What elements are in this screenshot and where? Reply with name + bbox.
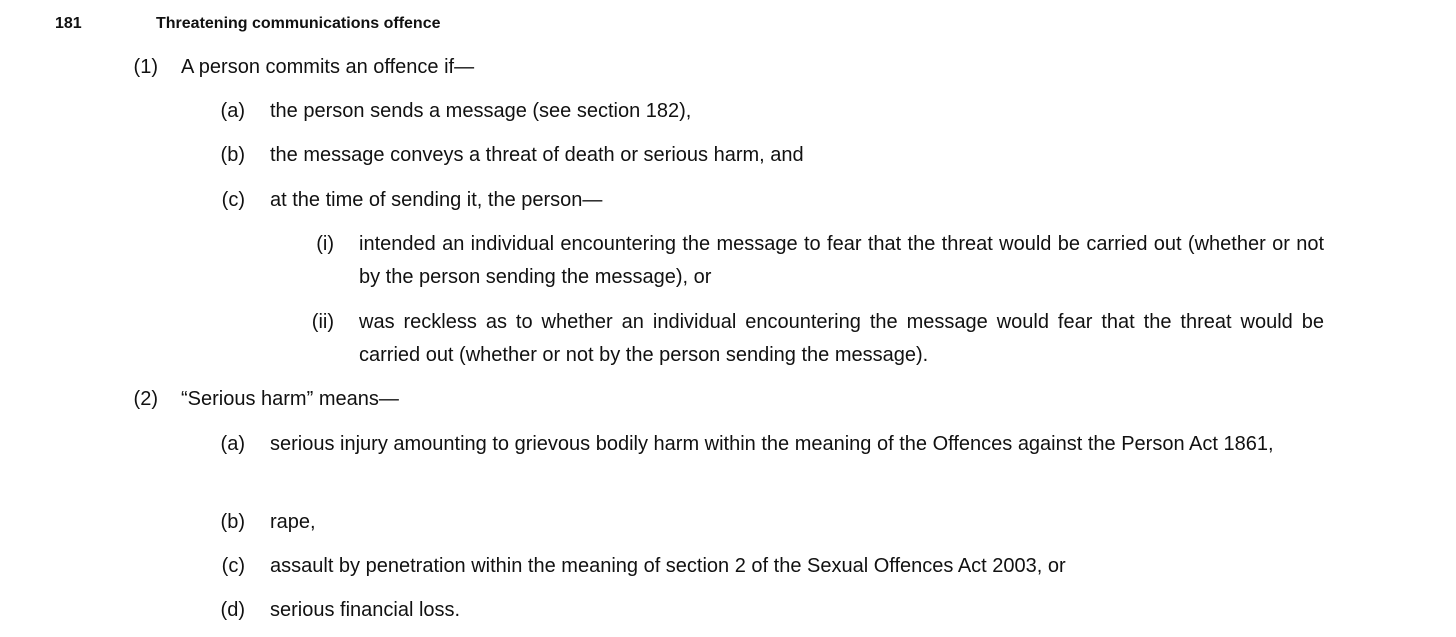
subsection-2-item-a-label: (a): [220, 433, 245, 455]
subsection-1-item-c-label: (c): [221, 189, 245, 211]
subsection-1-subitem-ii-label: (ii): [311, 311, 334, 333]
subsection-1-item-b-label: (b): [220, 144, 245, 166]
subsection-2-number: (2): [133, 388, 158, 410]
subsection-2-item-b-text: rape,: [270, 511, 316, 533]
subsection-1-text: A person commits an offence if—: [181, 56, 475, 78]
subsection-2-text: “Serious harm” means—: [181, 388, 399, 410]
subsection-2-item-d-text: serious financial loss.: [270, 599, 461, 621]
subsection-1-item-c-text: at the time of sending it, the person—: [270, 189, 603, 211]
subsection-1-subitem-i-text: intended an individual encountering the message to fear that the threat would be carried out (whether or not by the person sending the message), or: [359, 233, 1324, 288]
subsection-2-item-d-label: (d): [220, 599, 245, 621]
subsection-1-item-b-text: the message conveys a threat of death or serious harm, and: [270, 144, 804, 166]
subsection-1-subitem-ii-text: was reckless as to whether an individual encountering the message would fear that the threat would be carried out (whether or not by the person sending the message).: [359, 311, 1324, 366]
section-number: 181: [55, 15, 82, 32]
section-title: Threatening communications offence: [156, 15, 441, 32]
subsection-2-item-c-text: assault by penetration within the meaning of section 2 of the Sexual Offences Act 2003, or: [270, 555, 1066, 577]
subsection-1-subitem-i-label: (i): [316, 233, 334, 255]
subsection-1-item-a-text: the person sends a message (see section 182),: [270, 100, 692, 122]
subsection-2-item-a-text: serious injury amounting to grievous bodily harm within the meaning of the Offences against the Person Act 1861,: [270, 433, 1274, 455]
subsection-1-item-a-label: (a): [220, 100, 245, 122]
subsection-2-item-c-label: (c): [221, 555, 245, 577]
subsection-2-item-b-label: (b): [220, 511, 245, 533]
subsection-1-number: (1): [133, 56, 158, 78]
